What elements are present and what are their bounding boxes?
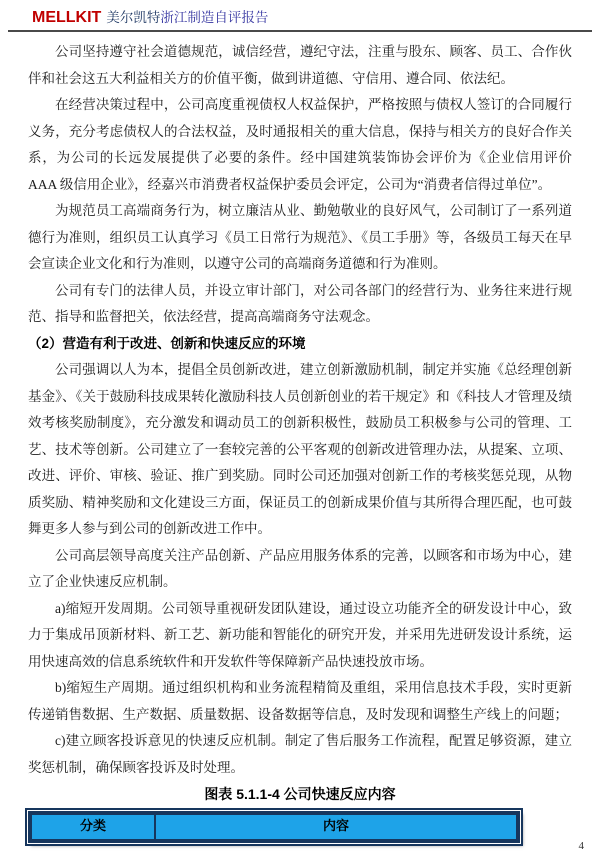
- paragraph-b-production-cycle: b)缩短生产周期。通过组织机构和业务流程精简及重组，采用信息技术手段，实时更新传递销售数据、生产数据、质量数据、设备数据等信息，及时发现和调整生产线上的问题；: [28, 680, 572, 722]
- table-caption: 图表 5.1.1-4 公司快速反应内容: [204, 786, 396, 802]
- paragraph-creditor-protection: 在经营决策过程中，公司高度重视债权人权益保护，严格按照与债权人签订的合同履行义务，充分考虑债权人的合法权益，及时通报相关的重大信息，保持与相关方的良好合作关系，为公司的长远发展提供了必要的条件。经中国建筑装饰协会评价为《企业信用评价 AAA 级信用企业》，经嘉兴市消费者权益保护委员会评定，公司为“消费者信得过单位”。: [28, 97, 572, 192]
- column-header-content: 内容: [322, 818, 349, 834]
- paragraph-innovation-incentive: 公司强调以人为本，提倡全员创新改进，建立创新激励机制，制定并实施《总经理创新基金》、《关于鼓励科技成果转化激励科技人员创新创业的若干规定》和《科技人才管理及绩效考核奖励制度》，充分激发和调动员工的创新积极性，鼓励员工积极参与公司的管理、工艺、技术等创新。公司建立了一套较完善的公平客观的创新改进管理办法，从提案、立项、改进、评价、审核、验证、推广到奖励。同时公司还加强对创新工作的考核奖惩兑现，从物质奖励、精神奖励和文化建设三方面，保证员工的创新成果价值与其所得合理匹配，也可鼓舞更多人参与到公司的创新改进工作中。: [28, 362, 572, 536]
- brand-logo-text: MELLKIT: [32, 9, 102, 26]
- paragraph-quick-response-mechanism: 公司高层领导高度关注产品创新、产品应用服务体系的完善，以顾客和市场为中心，建立了企业快速反应机制。: [28, 547, 572, 589]
- header-company-name: 美尔凯特: [106, 10, 161, 25]
- document-body: [0, 32, 600, 843]
- quick-response-table-header-row: [28, 811, 520, 843]
- column-header-category: 分类: [32, 815, 156, 839]
- paragraph-employee-conduct: 为规范员工高端商务行为，树立廉洁从业、勤勉敬业的良好风气，公司制订了一系列道德行为准则，组织员工认真学习《员工日常行为规范》、《员工手册》等，各级员工每天在早会宣读企业文化和行为准则，以遵守公司的高端商务道德和行为准则。: [28, 203, 572, 271]
- header-report-title: 浙江制造自评报告: [160, 10, 269, 25]
- paragraph-a-development-cycle: a)缩短开发周期。公司领导重视研发团队建设，通过设立功能齐全的研发设计中心，致力于集成吊顶新材料、新工艺、新功能和智能化的研究开发，并采用先进研发设计系统，运用快速高效的信息系统软件和开发软件等保障新产品快速投放市场。: [28, 600, 572, 669]
- section-heading: （2）营造有利于改进、创新和快速反应的环境: [28, 335, 306, 351]
- paragraph-ethics: 公司坚持遵守社会道德规范，诚信经营，遵纪守法，注重与股东、顾客、员工、合作伙伴和社会这五大利益相关方的价值平衡，做到讲道德、守信用、遵合同、依法纪。: [28, 44, 572, 86]
- paragraph-c-complaint-response: c)建立顾客投诉意见的快速反应机制。制定了售后服务工作流程，配置足够资源，建立奖惩机制，确保顾客投诉及时处理。: [28, 733, 572, 775]
- page-header: [8, 0, 592, 32]
- paragraph-legal-audit: 公司有专门的法律人员，并设立审计部门，对公司各部门的经营行为、业务往来进行规范、指导和监督把关，依法经营，提高高端商务守法观念。: [28, 282, 572, 324]
- page-number: 4: [578, 840, 584, 852]
